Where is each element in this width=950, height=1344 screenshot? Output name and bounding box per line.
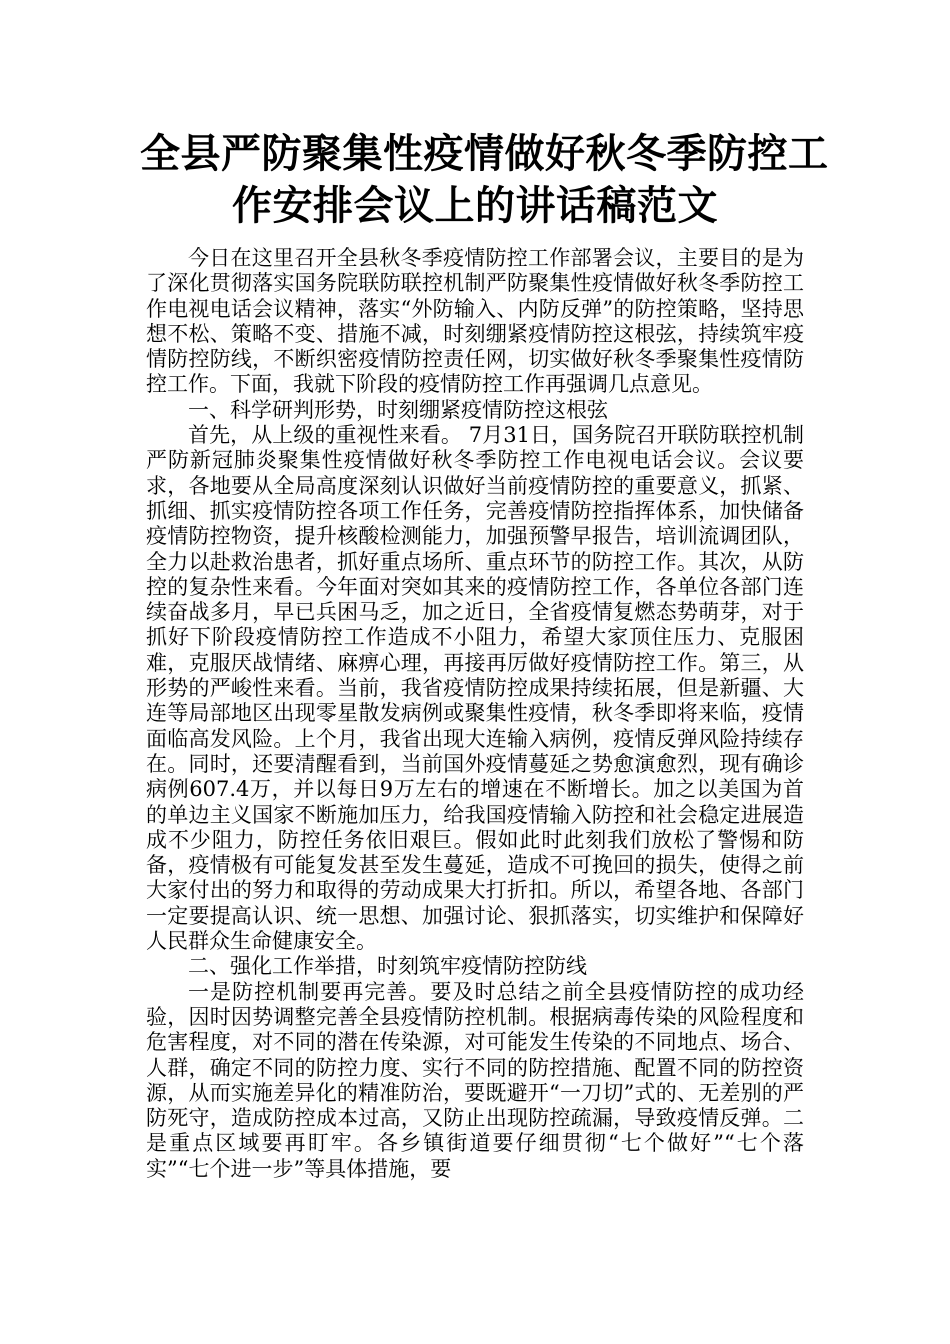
document-body bbox=[146, 246, 804, 1182]
document-title bbox=[140, 128, 829, 232]
paragraph-situation: 首先，从上级的重视性来看。 7月31日，国务院召开联防联控机制严防新冠肺炎聚集性疫情做好秋冬季防控工作电视电话会议。会议要求，各地要从全局高度深刻认识做好当前疫情防控的重要意义，抓紧、抓细、抓实疫情防控各项工作任务，完善疫情防控指挥体系，加快储备疫情防控物资，提升核酸检测能力，加强预警早报告，培训流调团队，全力以赴救治患者，抓好重点场所、重点环节的防控工作。其次，从防控的复杂性来看。今年面对突如其来的疫情防控工作，各单位各部门连续奋战多月，早已兵困马乏，加之近日，全省疫情复燃态势萌芽，对于抓好下阶段疫情防控工作造成不小阻力，希望大家顶住压力、克服困难，克服厌战情绪、麻痹心理，再接再厉做好疫情防控工作。第三，从形势的严峻性来看。当前，我省疫情防控成果持续拓展，但是新疆、大连等局部地区出现零星散发病例或聚集性疫情，秋冬季即将来临，疫情面临高发风险。上个月，我省出现大连输入病例，疫情反弹风险持续存在。同时，还要清醒看到，当前国外疫情蔓延之势愈演愈烈，现有确诊病例607.4万，并以每日9万左右的增速在不断增长。加之以美国为首的单边主义国家不断施加压力，给我国疫情输入防控和社会稳定进展造成不少阻力，防控任务依旧艰巨。假如此时此刻我们放松了警惕和防备，疫情极有可能复发甚至发生蔓延，造成不可挽回的损失，使得之前大家付出的努力和取得的劳动成果大打折扣。所以，希望各地、各部门一定要提高认识、统一思想、加强讨论、狠抓落实，切实维护和保障好人民群众生命健康安全。 bbox=[146, 423, 804, 954]
paragraph-measures: 一是防控机制要再完善。要及时总结之前全县疫情防控的成功经验，因时因势调整完善全县疫情防控机制。根据病毒传染的风险程度和危害程度，对不同的潜在传染源，对可能发生传染的不同地点、场合、人群，确定不同的防控力度、实行不同的防控措施、配置不同的防控资源，从而实施差异化的精准防治，要既避开“一刀切”式的、无差别的严防死守，造成防控成本过高，又防止出现防控疏漏，导致疫情反弹。二是重点区域要再盯牢。各乡镇街道要仔细贯彻“七个做好”“七个落实”“七个进一步”等具体措施，要 bbox=[146, 979, 804, 1181]
title-line-2: 作安排会议上的讲话稿范文 bbox=[232, 183, 718, 229]
title-line-1: 全县严防聚集性疫情做好秋冬季防控工 bbox=[140, 131, 829, 177]
section-heading-2: 二、强化工作举措，时刻筑牢疫情防控防线 bbox=[188, 954, 587, 979]
section-heading-1: 一、科学研判形势，时刻绷紧疫情防控这根弦 bbox=[188, 397, 608, 422]
paragraph-intro: 今日在这里召开全县秋冬季疫情防控工作部署会议，主要目的是为了深化贯彻落实国务院联防联控机制严防聚集性疫情做好秋冬季防控工作电视电话会议精神，落实“外防输入、内防反弹”的防控策略，坚持思想不松、策略不变、措施不减，时刻绷紧疫情防控这根弦，持续筑牢疫情防控防线，不断织密疫情防控责任网，切实做好秋冬季聚集性疫情防控工作。下面，我就下阶段的疫情防控工作再强调几点意见。 bbox=[146, 246, 804, 397]
